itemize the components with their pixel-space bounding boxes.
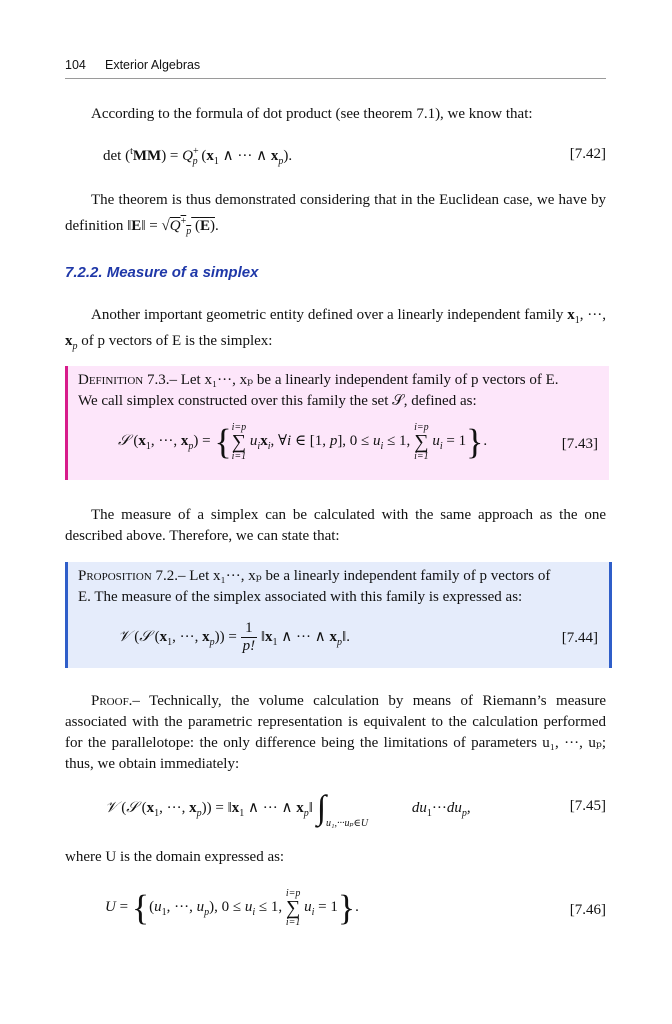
equation-number: [7.44] — [561, 630, 598, 646]
paragraph-simplex: Another important geometric entity defined over a linearly independent family $x_1$, ···, $x_p$ of p vectors of E is the simplex: — [65, 307, 607, 352]
equation-7-42: $\det (^tMM) = Q^+_p$ ($x_1$ ∧ ··· ∧ $x_p$). [7.42] — [103, 146, 606, 167]
proposition-text: Proposition 7.2.– Let x₁···, xₚ be a linearly independent family of p vectors of E. The measure of the simplex associated with this family is expressed as: — [78, 568, 551, 605]
page-number: 104 — [65, 58, 86, 72]
equation-number: [7.45] — [569, 798, 606, 814]
definition-box — [65, 366, 609, 480]
section-title: 7.2.2. Measure of a simplex — [65, 264, 259, 281]
equation-7-44: 𝒱 (𝒮 ($x_1$, ···, $x_p$)) = $\frac{1}{p!}$ $‖x_1$ ∧ ··· ∧ $x_p‖$. [7.44] — [118, 620, 598, 654]
equation-7-46: $U = \{(u_1$, ···, $u_p$), $0 \le u_i \le 1$, i=p ∑ i=1 $u_i = 1$}. [7.46] — [105, 888, 606, 928]
equation-number: [7.43] — [561, 436, 598, 452]
equation-number: [7.46] — [569, 902, 606, 918]
paragraph-measure: The measure of a simplex can be calculated with the same approach as the one described above. Therefore, we can state that: — [65, 507, 606, 544]
proof-paragraph: Proof.– Technically, the volume calculation by means of Riemann’s measure associated with the parametric representation is equivalent to the calculation performed for the parallelotope: the only difference being the limitations of parameters u₁, ···, uₚ; thus, we obtain immediately: — [65, 693, 607, 772]
running-header — [65, 56, 606, 79]
equation-7-43: 𝒮 ($x_1$, ···, $x_p$) = { i=p ∑ i=1 $u_ix_i$, ∀i ∈ [1, p], $0 \le u_i \le 1$, i=p ∑ i=1 $u_i = 1$}. [7.43] — [118, 422, 598, 462]
paragraph-domain: where U is the domain expressed as: — [65, 849, 285, 865]
proposition-box — [65, 562, 612, 668]
paragraph-intro: According to the formula of dot product (see theorem 7.1), we know that: — [91, 106, 533, 122]
paragraph-theorem: The theorem is thus demonstrated considering that in the Euclidean case, we have by definition ‖E‖ = $√Q^+_p$ (E). — [65, 192, 606, 237]
running-title: Exterior Algebras — [105, 58, 201, 72]
equation-number: [7.42] — [569, 146, 606, 162]
equation-7-45: 𝒱 (𝒮 ($x_1$, ···, $x_p$)) = $‖x_1$ ∧ ··· ∧ $x_p‖$ $\int_{u_1,\cdot\cdot\cdot u_p\in U}$ $du_1\cdot\cdot\cdot du_p$, [7.45] — [105, 790, 606, 830]
definition-text: Definition 7.3.– Let x₁···, xₚ be a linearly independent family of p vectors of E. We call simplex constructed over this family the set 𝒮, defined as: — [78, 372, 559, 409]
